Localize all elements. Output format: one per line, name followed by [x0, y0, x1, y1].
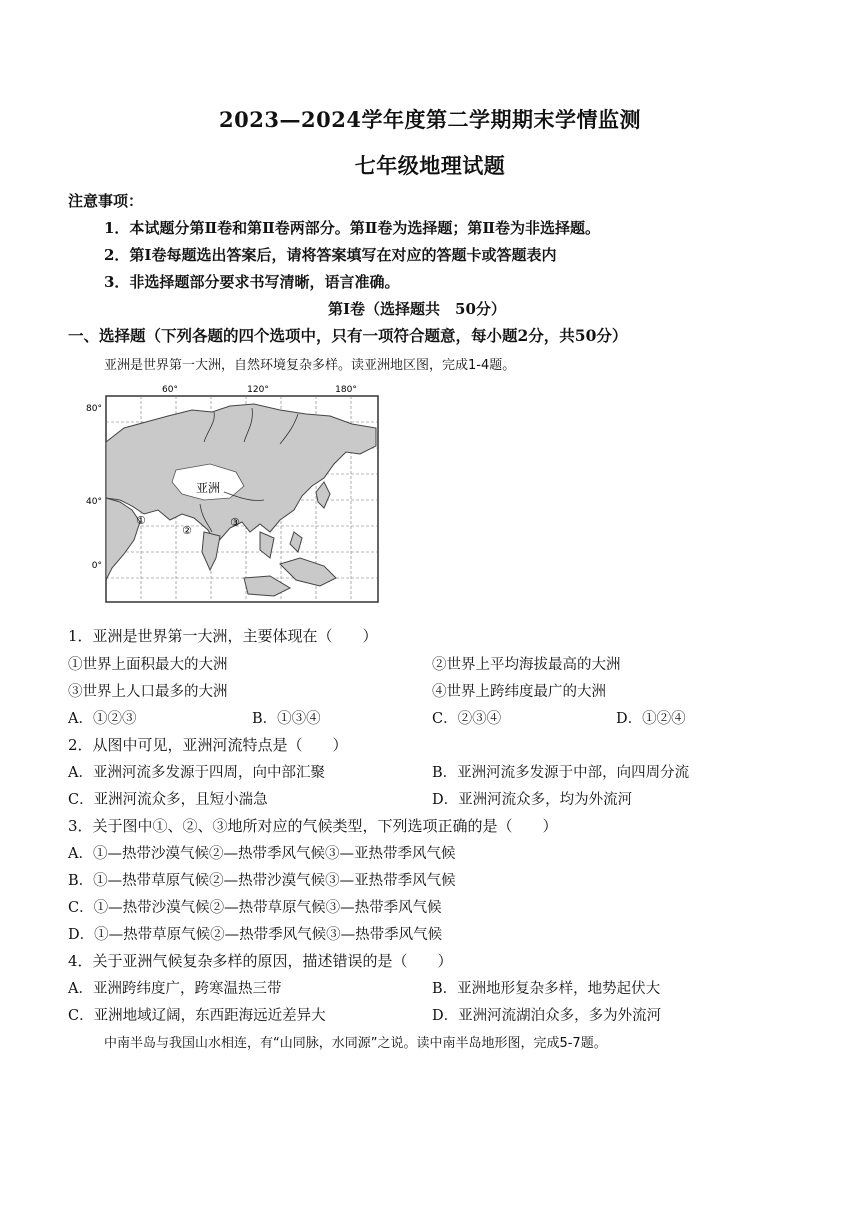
lat-label: 80°	[86, 404, 102, 414]
notice-item: 1．本试题分第Ⅱ卷和第Ⅱ卷两部分。第Ⅱ卷为选择题；第Ⅱ卷为非选择题。	[104, 219, 601, 237]
lat-label: 40°	[86, 497, 102, 507]
part-heading: 一、选择题（下列各题的四个选项中，只有一项符合题意，每小题2分，共50分）	[68, 326, 628, 345]
option-b: B．亚洲地形复杂多样，地势起伏大	[432, 981, 661, 997]
option-d: D．①②④	[616, 711, 686, 727]
option-a: A．亚洲河流多发源于四周，向中部汇聚	[68, 765, 325, 781]
option-a: A．①—热带沙漠气候②—热带季风气候③—亚热带季风气候	[68, 846, 456, 862]
option-a: A．亚洲跨纬度广，跨寒温热三带	[68, 981, 282, 997]
option-b: B．①—热带草原气候②—热带沙漠气候③—亚热带季风气候	[68, 873, 456, 889]
question-stem: 2．从图中可见，亚洲河流特点是（ ）	[68, 736, 348, 754]
option-a: A．①②③	[68, 711, 137, 727]
lon-label: 180°	[335, 385, 357, 395]
question-stem: 4．关于亚洲气候复杂多样的原因，描述错误的是（ ）	[68, 952, 453, 970]
option-c: C．②③④	[432, 711, 502, 727]
option-d: D．①—热带草原气候②—热带季风气候③—热带季风气候	[68, 927, 443, 943]
option-c: C．①—热带沙漠气候②—热带草原气候③—热带季风气候	[68, 900, 442, 916]
option-d: D．亚洲河流众多，均为外流河	[432, 792, 633, 808]
statement: ②世界上平均海拔最高的大洲	[432, 657, 621, 673]
option-b: B．①③④	[252, 711, 321, 727]
statement: ③世界上人口最多的大洲	[68, 684, 228, 700]
question-stem: 3．关于图中①、②、③地所对应的气候类型，下列选项正确的是（ ）	[68, 817, 558, 835]
marker-1: ①	[136, 514, 146, 527]
option-b: B．亚洲河流多发源于中部，向四周分流	[432, 765, 690, 781]
asia-map	[84, 382, 386, 608]
statement: ④世界上跨纬度最广的大洲	[432, 684, 606, 700]
notice-heading: 注意事项：	[68, 192, 144, 210]
lon-label: 120°	[247, 385, 269, 395]
notice-item: 3．非选择题部分要求书写清晰，语言准确。	[104, 273, 400, 291]
statement: ①世界上面积最大的大洲	[68, 657, 228, 673]
group-intro: 中南半岛与我国山水相连，有“山同脉，水同源”之说。读中南半岛地形图，完成5-7题。	[104, 1036, 607, 1051]
lat-label: 0°	[91, 561, 102, 571]
region-label: 亚洲	[196, 481, 221, 495]
exam-title: 2023—2024学年度第二学期期末学情监测	[219, 107, 641, 132]
option-c: C．亚洲河流众多，且短小湍急	[68, 792, 268, 808]
marker-3: ③	[230, 516, 240, 529]
lon-label: 60°	[162, 385, 178, 395]
volume-heading: 第Ⅰ卷（选择题共 50分）	[328, 300, 506, 318]
group-intro: 亚洲是世界第一大洲，自然环境复杂多样。读亚洲地区图，完成1-4题。	[104, 358, 516, 373]
notice-item: 2．第Ⅰ卷每题选出答案后，请将答案填写在对应的答题卡或答题表内	[104, 246, 557, 264]
option-d: D．亚洲河流湖泊众多，多为外流河	[432, 1008, 662, 1024]
marker-2: ②	[182, 524, 192, 537]
question-stem: 1．亚洲是世界第一大洲，主要体现在（ ）	[68, 627, 378, 645]
exam-subtitle: 七年级地理试题	[354, 153, 506, 178]
option-c: C．亚洲地域辽阔，东西距海远近差异大	[68, 1008, 326, 1024]
